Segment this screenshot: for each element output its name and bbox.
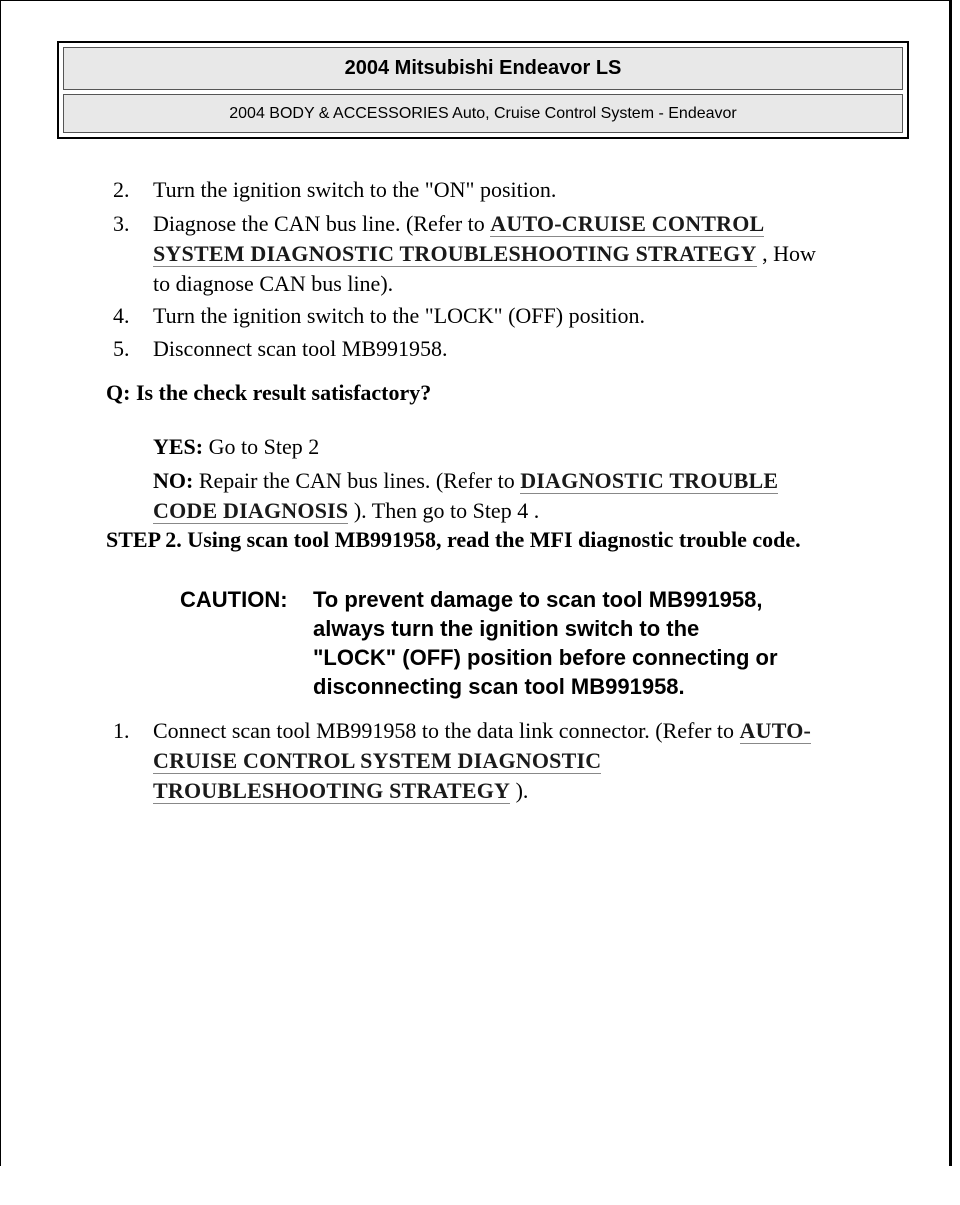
caution-line: always turn the ignition switch to the — [313, 616, 700, 641]
yes-label: YES: — [153, 434, 204, 459]
step-text: Connect scan tool MB991958 to the data link connector. (Refer to — [153, 718, 740, 743]
step-heading: STEP 2. Using scan tool MB991958, read the MFI diagnostic trouble code. — [106, 527, 801, 552]
step-number: 2. — [113, 177, 130, 202]
step-text: Turn the ignition switch to the "ON" position. — [153, 177, 557, 202]
step-text: Diagnose the CAN bus line. (Refer to — [153, 211, 491, 236]
answer-yes — [153, 432, 873, 462]
header-title: 2004 Mitsubishi Endeavor LS — [63, 47, 903, 90]
no-text: ). Then go to Step 4 . — [348, 498, 540, 523]
caution-label: CAUTION: — [180, 587, 288, 612]
step-text: , How — [756, 241, 816, 266]
step-number: 5. — [113, 336, 130, 361]
step-number: 3. — [113, 211, 130, 236]
step-text: Disconnect scan tool MB991958. — [153, 336, 448, 361]
link-auto-cruise-strategy-2-end[interactable]: TROUBLESHOOTING STRATEGY — [153, 778, 511, 803]
no-label: NO: — [153, 468, 194, 493]
document-header — [57, 41, 909, 139]
step-number: 4. — [113, 303, 130, 328]
caution-line: "LOCK" (OFF) position before connecting or — [313, 645, 778, 670]
caution-line: disconnecting scan tool MB991958. — [313, 674, 685, 699]
step-number: 1. — [113, 718, 130, 743]
link-dtc-diagnosis-cont[interactable]: CODE DIAGNOSIS — [153, 498, 349, 523]
step-text: ). — [510, 778, 529, 803]
link-auto-cruise-strategy[interactable]: AUTO-CRUISE CONTROL — [490, 211, 765, 236]
link-auto-cruise-strategy-2[interactable]: AUTO- — [739, 718, 812, 743]
answer-no — [153, 466, 873, 526]
header-subtitle: 2004 BODY & ACCESSORIES Auto, Cruise Control System - Endeavor — [63, 94, 903, 133]
no-text: Repair the CAN bus lines. (Refer to — [193, 468, 521, 493]
step-text: Turn the ignition switch to the "LOCK" (OFF) position. — [153, 303, 646, 328]
link-dtc-diagnosis[interactable]: DIAGNOSTIC TROUBLE — [520, 468, 779, 493]
link-auto-cruise-strategy-cont[interactable]: SYSTEM DIAGNOSTIC TROUBLESHOOTING STRATEGY — [153, 241, 757, 266]
caution-line: To prevent damage to scan tool MB991958, — [313, 587, 763, 612]
question-text: Q: Is the check result satisfactory? — [106, 380, 432, 405]
yes-text: Go to Step 2 — [203, 434, 320, 459]
link-auto-cruise-strategy-2-cont[interactable]: CRUISE CONTROL SYSTEM DIAGNOSTIC — [153, 748, 602, 773]
step-text: to diagnose CAN bus line). — [153, 271, 394, 296]
